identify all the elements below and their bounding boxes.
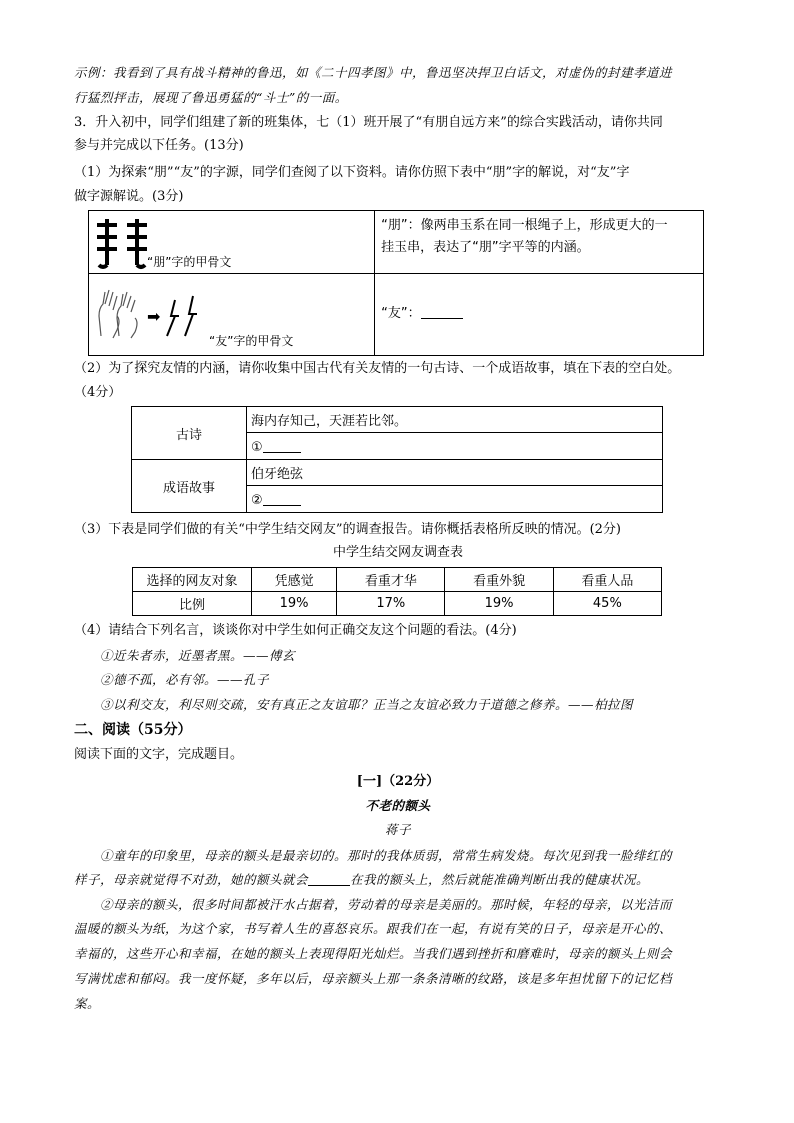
poem-blank[interactable] (263, 438, 301, 453)
poem-blank-cell (247, 433, 663, 460)
peng-explanation-line-1: “朋”：像两串玉系在同一根绳子上，形成更大的一 (381, 218, 668, 233)
peng-explanation-cell (375, 211, 704, 274)
example-line-2: 行猛烈抨击，展现了鲁迅勇猛的“斗士”的一面。 (74, 90, 348, 105)
survey-table (132, 567, 662, 616)
idiom-blank-cell (247, 486, 663, 513)
example-line-1: 示例：我看到了具有战斗精神的鲁迅，如《二十四孝图》中，鲁迅坚决捍卫白话文，对虚伪的封建孝道进 (74, 65, 673, 80)
you-image-cell (89, 274, 375, 356)
q3-sub2-line-1: （2）为了探究友情的内涵，请你收集中国古代有关友情的一句古诗、一个成语故事，填在下表的空白处。 (74, 361, 681, 376)
quote-3: ③以利交友，利尽则交疏，安有真正之友谊耶？正当之友谊必致力于道德之修养。——柏拉图 (100, 697, 634, 712)
you-caption: “友”字的甲骨文 (209, 334, 294, 348)
article-title: 不老的额头 (365, 798, 431, 813)
survey-header-3: 看重外貌 (445, 568, 553, 592)
paragraph-2-line-3: 幸福的，这些开心和幸福，在她的额头上表现得阳光灿烂。当我们遇到挫折和磨难时，母亲的额头上则会 (74, 946, 673, 961)
q3-sub4-line: （4）请结合下列名言，谈谈你对中学生如何正确交友这个问题的看法。(4分) (74, 623, 517, 638)
you-answer-cell (375, 274, 704, 356)
you-label: “友”： (381, 306, 421, 321)
peng-image-cell (89, 211, 375, 274)
quote-2: ②德不孤，必有邻。——孔子 (100, 672, 270, 687)
paragraph-2-line-5: 案。 (74, 996, 101, 1011)
survey-cell-0: 比例 (133, 592, 252, 616)
peng-explanation-line-2: 挂玉串，表达了“朋”字平等的内涵。 (381, 240, 590, 255)
you-answer-blank[interactable] (421, 304, 463, 319)
survey-cell-4: 45% (553, 592, 661, 616)
idiom-label-cell: 成语故事 (132, 460, 247, 513)
survey-cell-3: 19% (445, 592, 553, 616)
friendship-collection-table (131, 406, 663, 513)
poem-blank-number: ① (251, 439, 263, 455)
q3-line-1: 3．升入初中，同学们组建了新的班集体，七（1）班开展了“有朋自远方来”的综合实践活动，请你共同 (74, 115, 663, 130)
q3-sub2-line-2: （4分） (74, 385, 122, 400)
survey-header-2: 看重才华 (337, 568, 445, 592)
paragraph-1-line-1: ①童年的印象里，母亲的额头是最亲切的。那时的我体质弱，常常生病发烧。每次见到我一脸绯红的 (100, 848, 673, 863)
hands-oracle-glyph-icon (95, 286, 205, 346)
paragraph-1-line-2 (74, 869, 722, 891)
idiom-given-cell: 伯牙绝弦 (247, 460, 663, 486)
paragraph-2-line-1: ②母亲的额头，很多时间都被汗水占据着，劳动着的母亲是美丽的。那时候，年轻的母亲，以光洁而 (100, 897, 673, 912)
paragraph-2-line-4: 写满忧虑和郁闷。我一度怀疑，多年以后，母亲额头上那一条条清晰的纹路，该是多年担忧留下的记忆档 (74, 971, 673, 986)
q3-sub1-line-2: 做字源解说。(3分) (74, 189, 184, 204)
idiom-blank[interactable] (263, 491, 301, 506)
poem-label-cell: 古诗 (132, 407, 247, 460)
survey-header-1: 凭感觉 (252, 568, 337, 592)
paragraph-1-line-2-a: 样子，母亲就觉得不对劲，她的额头就会 (74, 872, 309, 887)
survey-cell-2: 17% (337, 592, 445, 616)
survey-cell-1: 19% (252, 592, 337, 616)
paragraph-2-line-2: 温暖的额头为纸，为这个家，书写着人生的喜怒哀乐。跟我们在一起，有说有笑的日子，母亲是开心的、 (74, 921, 673, 936)
q3-sub3-line: （3）下表是同学们做的有关“中学生结交网友”的调查报告。请你概括表格所反映的情况。(2分) (74, 522, 621, 537)
section-2-instruction: 阅读下面的文字，完成题目。 (74, 747, 244, 762)
article-author: 蒋子 (384, 822, 411, 837)
section-2-heading: 二、阅读（55分） (74, 722, 192, 738)
q3-sub1-line-1: （1）为探索“朋”“友”的字源，同学们查阅了以下资料。请你仿照下表中“朋”字的解说，对“友”字 (74, 165, 630, 180)
survey-table-title: 中学生结交网友调查表 (332, 545, 463, 560)
part-1-label: [一]（22分） (356, 774, 440, 789)
paragraph-1-blank[interactable] (308, 871, 350, 886)
peng-caption: “朋”字的甲骨文 (147, 255, 232, 269)
poem-given-cell: 海内存知己，天涯若比邻。 (247, 407, 663, 433)
survey-header-4: 看重人品 (553, 568, 661, 592)
idiom-blank-number: ② (251, 492, 263, 508)
q3-line-2: 参与并完成以下任务。(13分) (74, 138, 244, 153)
character-origin-table (88, 210, 704, 356)
survey-header-0: 选择的网友对象 (133, 568, 252, 592)
paragraph-1-line-2-b: 在我的额头上，然后就能准确判断出我的健康状况。 (350, 872, 650, 887)
quote-1: ①近朱者赤，近墨者黑。——傅玄 (100, 648, 296, 663)
arrow-glyph: ➡ (147, 307, 161, 326)
